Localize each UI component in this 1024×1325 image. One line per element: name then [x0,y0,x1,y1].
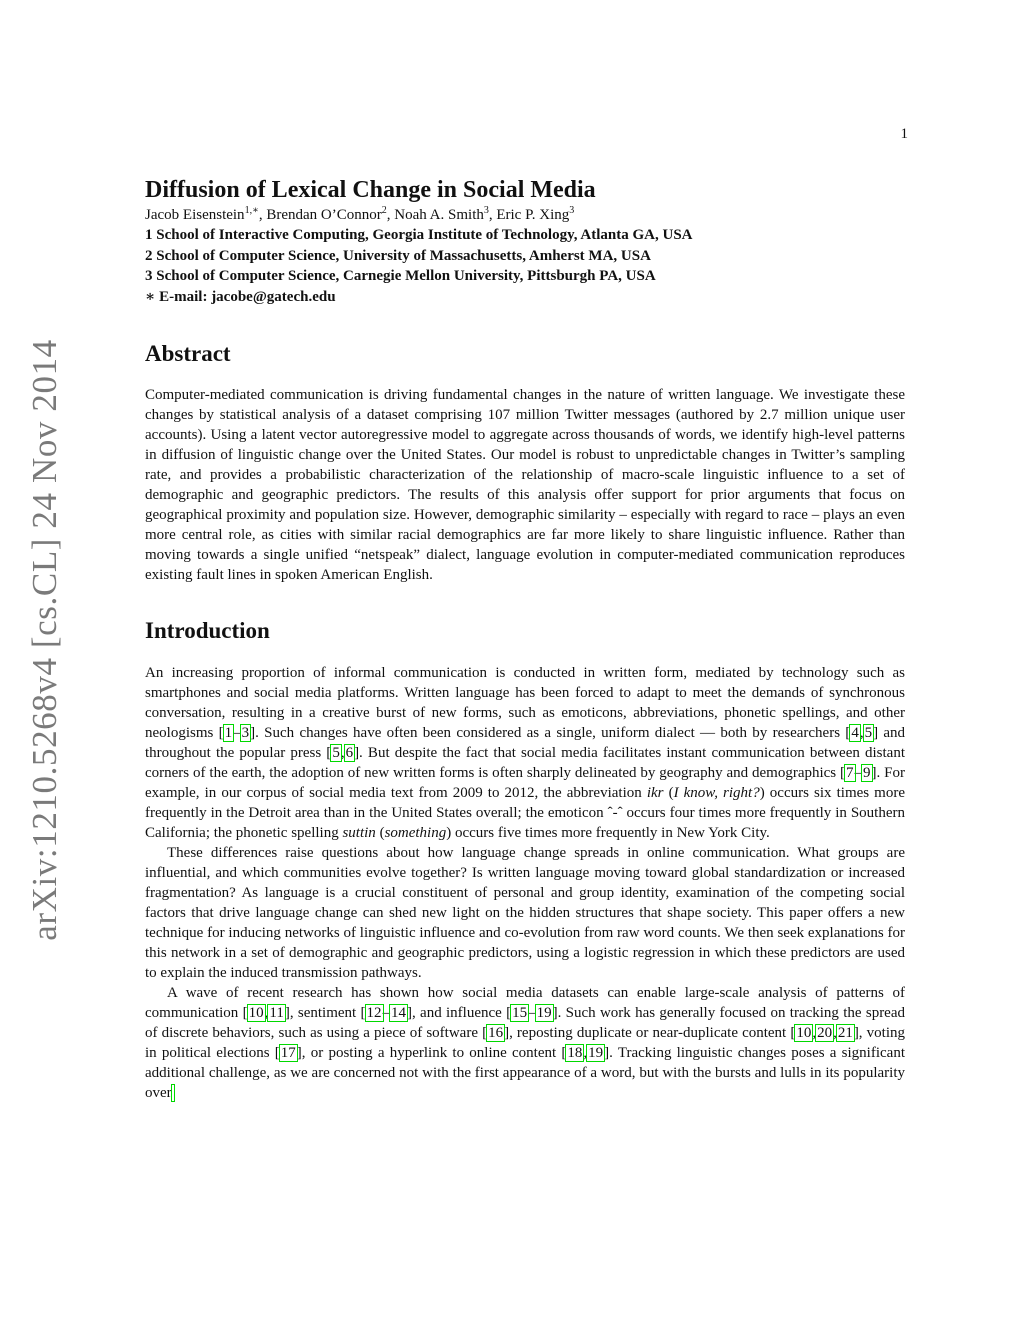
author-affiliation-marker: 3 [569,205,575,216]
paper-body [145,175,905,1103]
citation-link[interactable]: 5 [864,725,873,741]
example-gloss: something [384,825,447,841]
citation-link[interactable]: 16 [488,1025,504,1041]
citation-link[interactable]: 10 [796,1025,812,1041]
citation-link[interactable] [172,1085,174,1101]
citation-link[interactable]: 6 [345,745,354,761]
author-list: Jacob Eisenstein$^{1,∗}$, Brendan O’Connor$^2$, Noah A. Smith$^3$, Eric P. Xing$^3$ [145,205,575,223]
author-name: Jacob Eisenstein [145,207,245,223]
citation-link[interactable]: 4 [851,725,859,741]
paper-title: Diffusion of Lexical Change in Social Media [145,177,596,203]
citation-link[interactable]: 18 [567,1045,583,1061]
citation-link[interactable]: 20 [817,1025,833,1041]
intro-paragraph-2: These differences raise questions about how language change spreads in online communication. What groups are influential, and which communities evolve together? Is written language moving toward global standardization or increased fragmentation? As language is a crucial constituent of personal and group identity, examination of the competing social factors that drive language change can shed new light on the hidden structures that shape society. This paper offers a new technique for inducing networks of linguistic influence and co-evolution from raw word counts. We then seek explanations for this network in a set of demographic and geographic predictors, using a logistic regression in which these predictors are used to explain the induced transmission pathways. [145,845,905,981]
citation-link[interactable]: 3 [241,725,250,741]
author-affiliation-marker: 2 [381,205,387,216]
citation-link[interactable]: 10 [248,1005,264,1021]
author-name: Noah A. Smith [394,207,484,223]
abstract-heading: Abstract [145,341,231,366]
citation-link[interactable]: 15 [512,1005,528,1021]
intro-paragraph-1: An increasing proportion of informal communication is conducted in written form, mediated by technology such as smartphones and social media platforms. Written language has been forced to adapt to meet the demands of synchronous conversation, resulting in a creative burst of new forms, such as emoticons, abbreviations, phonetic spellings, and other neologisms [1–3]. Such changes have often been considered as a single, uniform dialect — both by researchers [4,5] and throughout the popular press [5,6]. But despite the fact that social media facilitates instant communication between distant corners of the earth, the adoption of new written forms is often sharply delineated by geography and demographics [7–9]. For example, in our corpus of social media text from 2009 to 2012, the abbreviation ikr (I know, right?) occurs six times more frequently in the Detroit area than in the United States overall; the emoticon ˆ-ˆ occurs four times more frequently in Southern California; the phonetic spelling suttin (something) occurs five times more frequently in New York City. [145,665,906,841]
author-name: Eric P. Xing [496,207,570,223]
author-affiliation-marker: 1,∗ [244,205,259,216]
author-affiliation-marker: 3 [483,205,489,216]
citation-link[interactable]: 19 [536,1005,552,1021]
citation-link[interactable]: 19 [588,1045,604,1061]
affiliation: 3 School of Computer Science, Carnegie Mellon University, Pittsburgh PA, USA [145,268,656,284]
citation-link[interactable]: 17 [280,1045,296,1061]
example-gloss: I know, right? [673,785,760,801]
arxiv-identifier: arXiv:1210.5268v4 [cs.CL] 24 Nov 2014 [25,339,64,941]
citation-link[interactable]: 12 [366,1005,382,1021]
citation-link[interactable]: 1 [224,725,233,741]
affiliation: 2 School of Computer Science, University of Massachusetts, Amherst MA, USA [145,247,651,264]
arxiv-sidebar [14,339,76,941]
intro-paragraph-3: A wave of recent research has shown how social media datasets can enable large-scale analysis of patterns of communication [10,11], sentiment [12–14], and influence [15–19]. Such work has generally focused on tracking the spread of discrete behaviors, such as using a piece of software [16], reposting duplicate or near-duplicate content [10,20,21], voting in political elections [17], or posting a hyperlink to online content [18,19]. Tracking linguistic changes poses a significant additional challenge, as we are concerned not with the first appearance of a word, but with the bursts and lulls in its popularity over [145,985,906,1101]
affiliation: 1 School of Interactive Computing, Georgia Institute of Technology, Atlanta GA, USA [145,227,693,243]
example-term: suttin [342,825,376,841]
introduction-heading: Introduction [145,618,270,643]
citation-link[interactable]: 21 [837,1025,853,1041]
author-name: Brendan O’Connor [266,207,382,223]
citation-link[interactable]: 5 [332,745,340,761]
citation-link[interactable]: 11 [269,1005,284,1021]
citation-link[interactable]: 7 [846,765,854,781]
contact-email: ∗ E-mail: jacobe@gatech.edu [145,288,336,305]
citation-link[interactable]: 14 [391,1005,406,1021]
citation-link[interactable]: 9 [863,765,871,781]
page-number: 1 [900,126,908,142]
example-term: ikr [646,785,664,801]
abstract-text: Computer-mediated communication is driving fundamental changes in the nature of written language. We investigate these changes by statistical analysis of a dataset comprising 107 million Twitter messages (authored by 2.7 million unique user accounts). Using a latent vector autoregressive model to aggregate across thousands of words, we identify high-level patterns in diffusion of linguistic change over the United States. Our model is robust to unpredictable changes in Twitter’s sampling rate, and provides a probabilistic characterization of the relationship of macro-scale linguistic influence to a set of demographic and geographic predictors. The results of this analysis offer support for prior arguments that focus on geographical proximity and population size. However, demographic similarity – especially with regard to race – plays an even more central role, as cities with similar racial demographics are far more likely to share linguistic influence. Rather than moving towards a single unified “netspeak” dialect, language evolution in computer-mediated communication reproduces existing fault lines in spoken American English. [145,387,905,583]
